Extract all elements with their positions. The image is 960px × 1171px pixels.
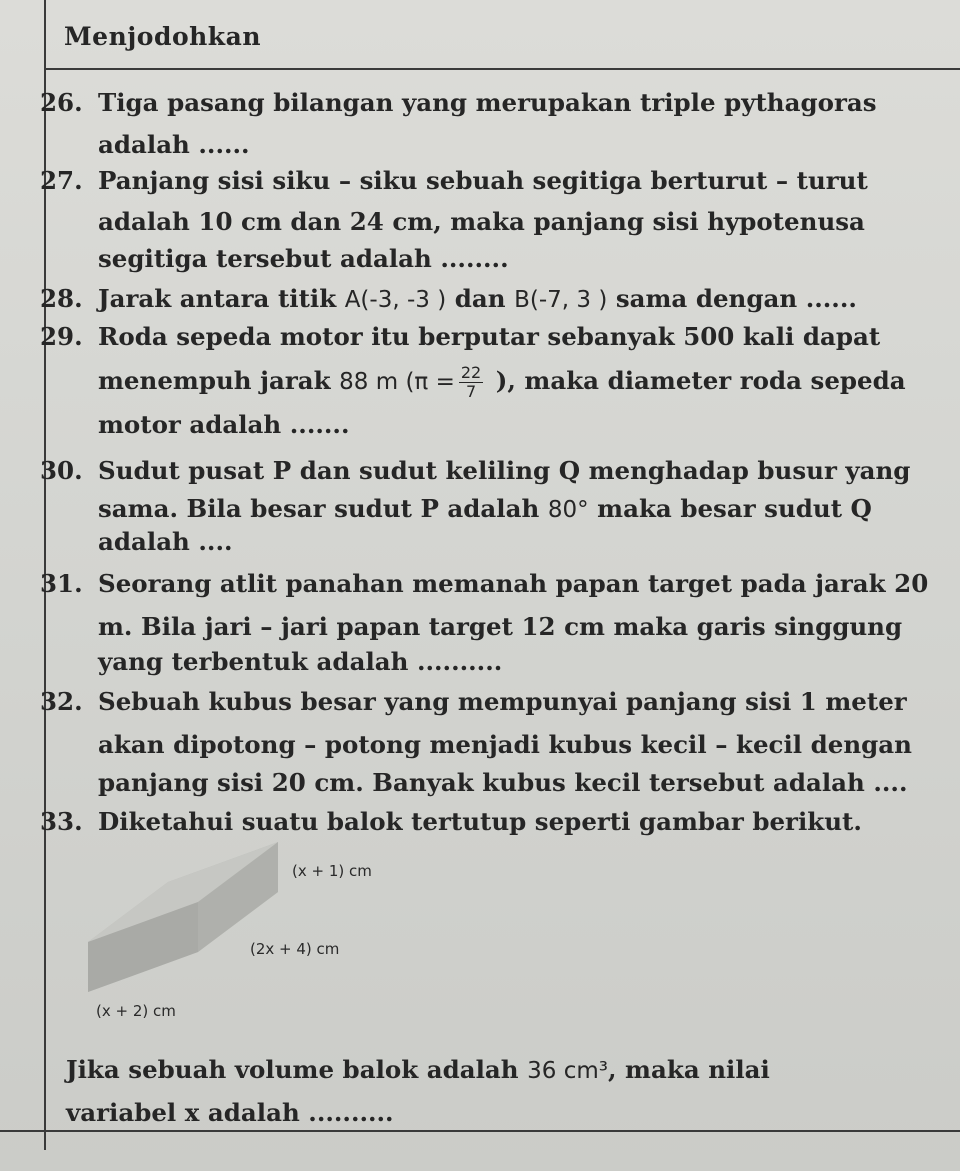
question-text-mid: dan xyxy=(446,284,515,313)
text-segment: maka besar sudut Q xyxy=(588,494,872,523)
question-33 xyxy=(40,803,862,841)
question-number: 28. xyxy=(40,284,83,313)
question-31-line-3: yang terbentuk adalah .......... xyxy=(98,647,503,676)
question-33-line-2 xyxy=(66,1055,770,1084)
text-segment: , maka nilai xyxy=(607,1055,770,1084)
question-26 xyxy=(40,84,877,122)
text-segment: Jika sebuah volume balok adalah xyxy=(66,1055,528,1084)
question-number: 26. xyxy=(40,88,83,117)
point-a: A(-3, -3 ) xyxy=(344,287,447,313)
question-number: 29. xyxy=(40,322,83,351)
question-text: Sebuah kubus besar yang mempunyai panjang sisi 1 meter xyxy=(98,687,907,716)
question-text: Jarak antara titik xyxy=(98,284,345,313)
question-text: Roda sepeda motor itu berputar sebanyak 500 kali dapat xyxy=(98,322,881,351)
question-text: Diketahui suatu balok tertutup seperti gambar berikut. xyxy=(98,807,862,836)
question-30 xyxy=(40,452,910,490)
question-number: 27. xyxy=(40,166,83,195)
question-27-line-2: adalah 10 cm dan 24 cm, maka panjang sisi hypotenusa xyxy=(98,207,865,236)
angle-value: 80° xyxy=(547,497,589,523)
question-26-line-2: adalah ...... xyxy=(98,130,250,159)
question-number: 30. xyxy=(40,456,83,485)
question-30-line-2 xyxy=(98,494,872,523)
text-segment: sama. Bila besar sudut P adalah xyxy=(98,494,548,523)
question-29 xyxy=(40,318,880,356)
question-number: 31. xyxy=(40,569,83,598)
dimension-label-middle: (2x + 4) cm xyxy=(250,940,340,958)
section-title: Menjodohkan xyxy=(64,22,262,51)
question-29-line-3: motor adalah ....... xyxy=(98,410,350,439)
bottom-divider xyxy=(0,1130,960,1132)
question-31-line-2: m. Bila jari – jari papan target 12 cm maka garis singgung xyxy=(98,612,903,641)
question-28 xyxy=(40,280,857,319)
question-text-end: sama dengan ...... xyxy=(607,284,857,313)
dimension-label-bottom: (x + 2) cm xyxy=(96,1002,176,1020)
question-33-line-3: variabel x adalah .......... xyxy=(66,1098,394,1127)
header-divider xyxy=(44,68,960,70)
question-text: Tiga pasang bilangan yang merupakan triple pythagoras xyxy=(98,88,877,117)
question-text: Panjang sisi siku – siku sebuah segitiga berturut – turut xyxy=(98,166,868,195)
question-30-line-3: adalah .... xyxy=(98,527,233,556)
fraction-numerator: 22 xyxy=(460,363,482,382)
math-expression: 88 m (π = xyxy=(339,369,455,395)
volume-value: 36 cm³ xyxy=(527,1058,608,1084)
question-32 xyxy=(40,683,907,721)
text-segment: ), maka diameter roda sepeda xyxy=(487,366,906,395)
point-b: B(-7, 3 ) xyxy=(514,287,608,313)
question-31 xyxy=(40,565,928,603)
dimension-label-top: (x + 1) cm xyxy=(292,862,372,880)
question-32-line-3: panjang sisi 20 cm. Banyak kubus kecil tersebut adalah .... xyxy=(98,768,908,797)
pi-fraction xyxy=(459,364,483,401)
question-32-line-2: akan dipotong – potong menjadi kubus kecil – kecil dengan xyxy=(98,730,912,759)
question-27 xyxy=(40,162,868,200)
question-number: 33. xyxy=(40,807,83,836)
question-29-line-2 xyxy=(98,364,906,401)
question-number: 32. xyxy=(40,687,83,716)
question-text: Sudut pusat P dan sudut keliling Q menghadap busur yang xyxy=(98,456,911,485)
question-27-line-3: segitiga tersebut adalah ........ xyxy=(98,244,509,273)
question-text: Seorang atlit panahan memanah papan target pada jarak 20 xyxy=(98,569,929,598)
text-segment: menempuh jarak xyxy=(98,366,340,395)
cuboid-figure xyxy=(88,842,288,1002)
fraction-denominator: 7 xyxy=(465,382,477,401)
